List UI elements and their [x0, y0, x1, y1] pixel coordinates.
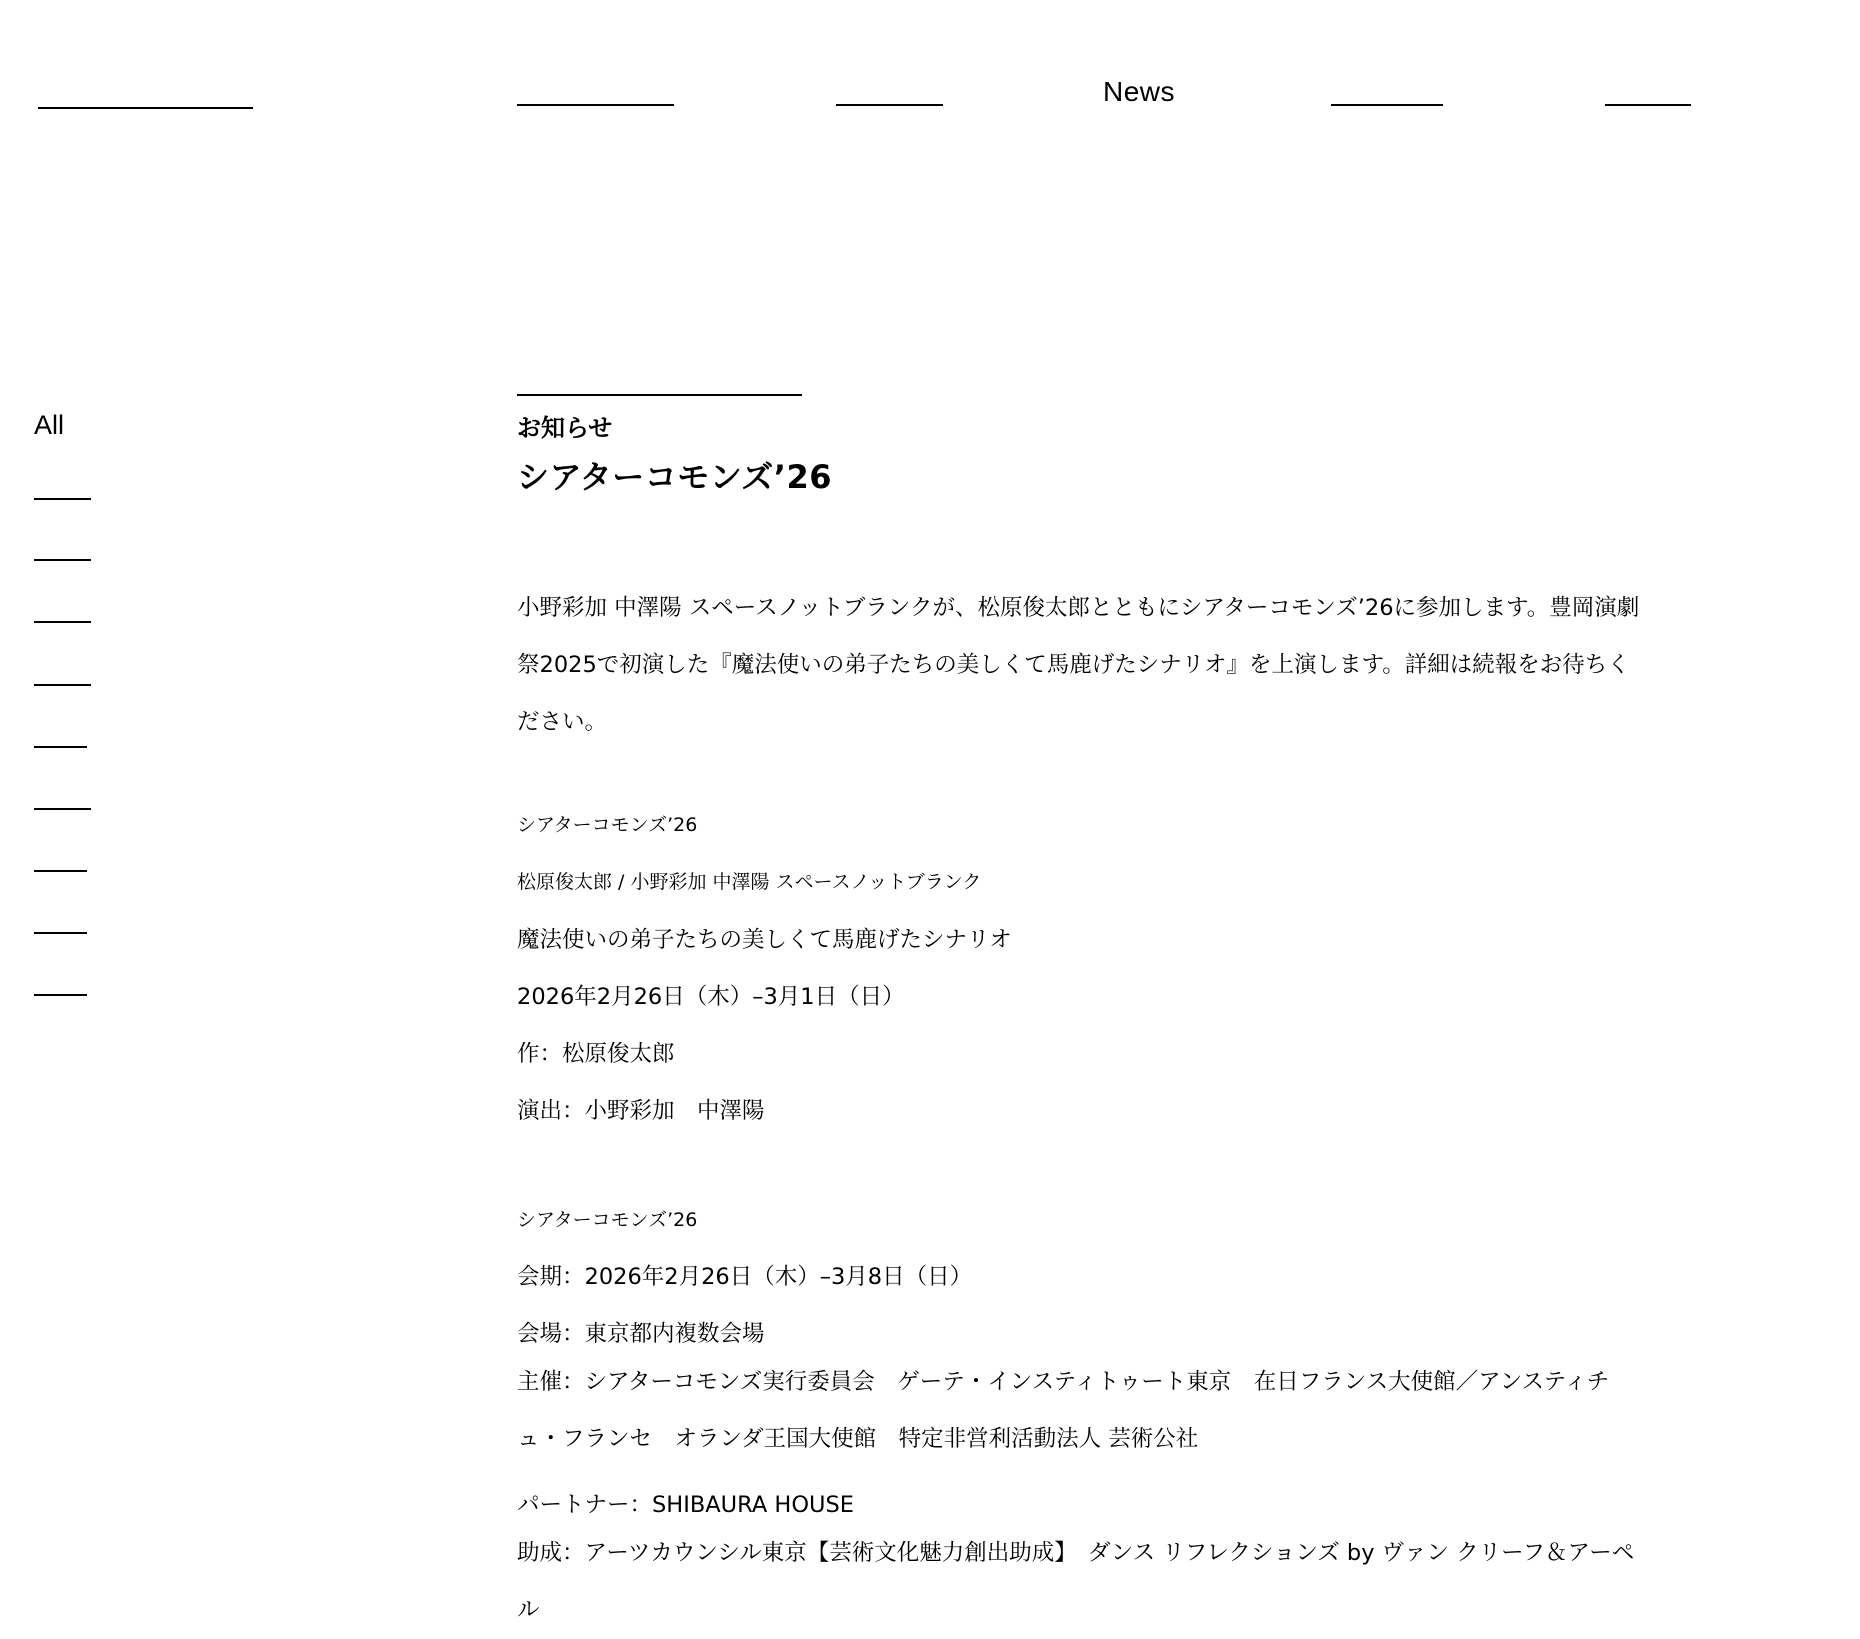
filter-item[interactable]: [34, 559, 91, 561]
performance-director: 演出：小野彩加 中澤陽: [517, 1098, 765, 1124]
nav-item-4[interactable]: [1331, 104, 1443, 106]
performance-writer: 作：松原俊太郎: [517, 1041, 675, 1067]
festival-organizers: 主催：シアターコモンズ実行委員会 ゲーテ・インスティトゥート東京 在日フランス大使館／アンスティチュ・フランセ オランダ王国大使館 特定非営利活動法人 芸術公社: [517, 1369, 1610, 1452]
festival-name: シアターコモンズ’26: [517, 1209, 698, 1231]
filter-item[interactable]: [34, 684, 91, 686]
festival-venue: 会場：東京都内複数会場: [517, 1321, 765, 1347]
performance-dates: 2026年2月26日（木）–3月1日（日）: [517, 984, 905, 1010]
performance-artists: 松原俊太郎 / 小野彩加 中澤陽 スペースノットブランク: [517, 871, 982, 893]
filter-item[interactable]: [34, 870, 87, 872]
filter-item[interactable]: [34, 621, 91, 623]
site-header: [0, 0, 1860, 140]
festival-period: 会期：2026年2月26日（木）–3月8日（日）: [517, 1264, 973, 1290]
festival-support: 助成：アーツカウンシル東京【芸術文化魅力創出助成】 ダンス リフレクションズ by ヴァン クリーフ＆アーペル: [517, 1540, 1635, 1623]
site-logo[interactable]: [38, 107, 253, 109]
performance-work-title: 魔法使いの弟子たちの美しくて馬鹿げたシナリオ: [517, 927, 1012, 953]
filter-item[interactable]: [34, 932, 87, 934]
nav-item-1[interactable]: [517, 104, 674, 106]
article-divider: [517, 394, 802, 396]
article-intro: 小野彩加 中澤陽 スペースノットブランクが、松原俊太郎とともにシアターコモンズ’26に参加します。豊岡演劇祭2025で初演した『魔法使いの弟子たちの美しくて馬鹿げたシナリオ』を上演します。詳細は続報をお待ちください。: [517, 595, 1640, 735]
article-title: シアターコモンズ’26: [517, 458, 832, 496]
article-category: お知らせ: [517, 414, 613, 442]
festival-partner: パートナー：SHIBAURA HOUSE: [517, 1492, 854, 1518]
filter-item[interactable]: [34, 994, 87, 996]
nav-item-2[interactable]: [836, 104, 943, 106]
filter-item[interactable]: [34, 746, 87, 748]
filter-item[interactable]: [34, 498, 91, 500]
nav-item-news[interactable]: News: [1103, 76, 1176, 107]
filter-all[interactable]: All: [34, 410, 65, 440]
performance-festival: シアターコモンズ’26: [517, 814, 698, 836]
nav-item-5[interactable]: [1605, 104, 1691, 106]
filter-item[interactable]: [34, 808, 91, 810]
